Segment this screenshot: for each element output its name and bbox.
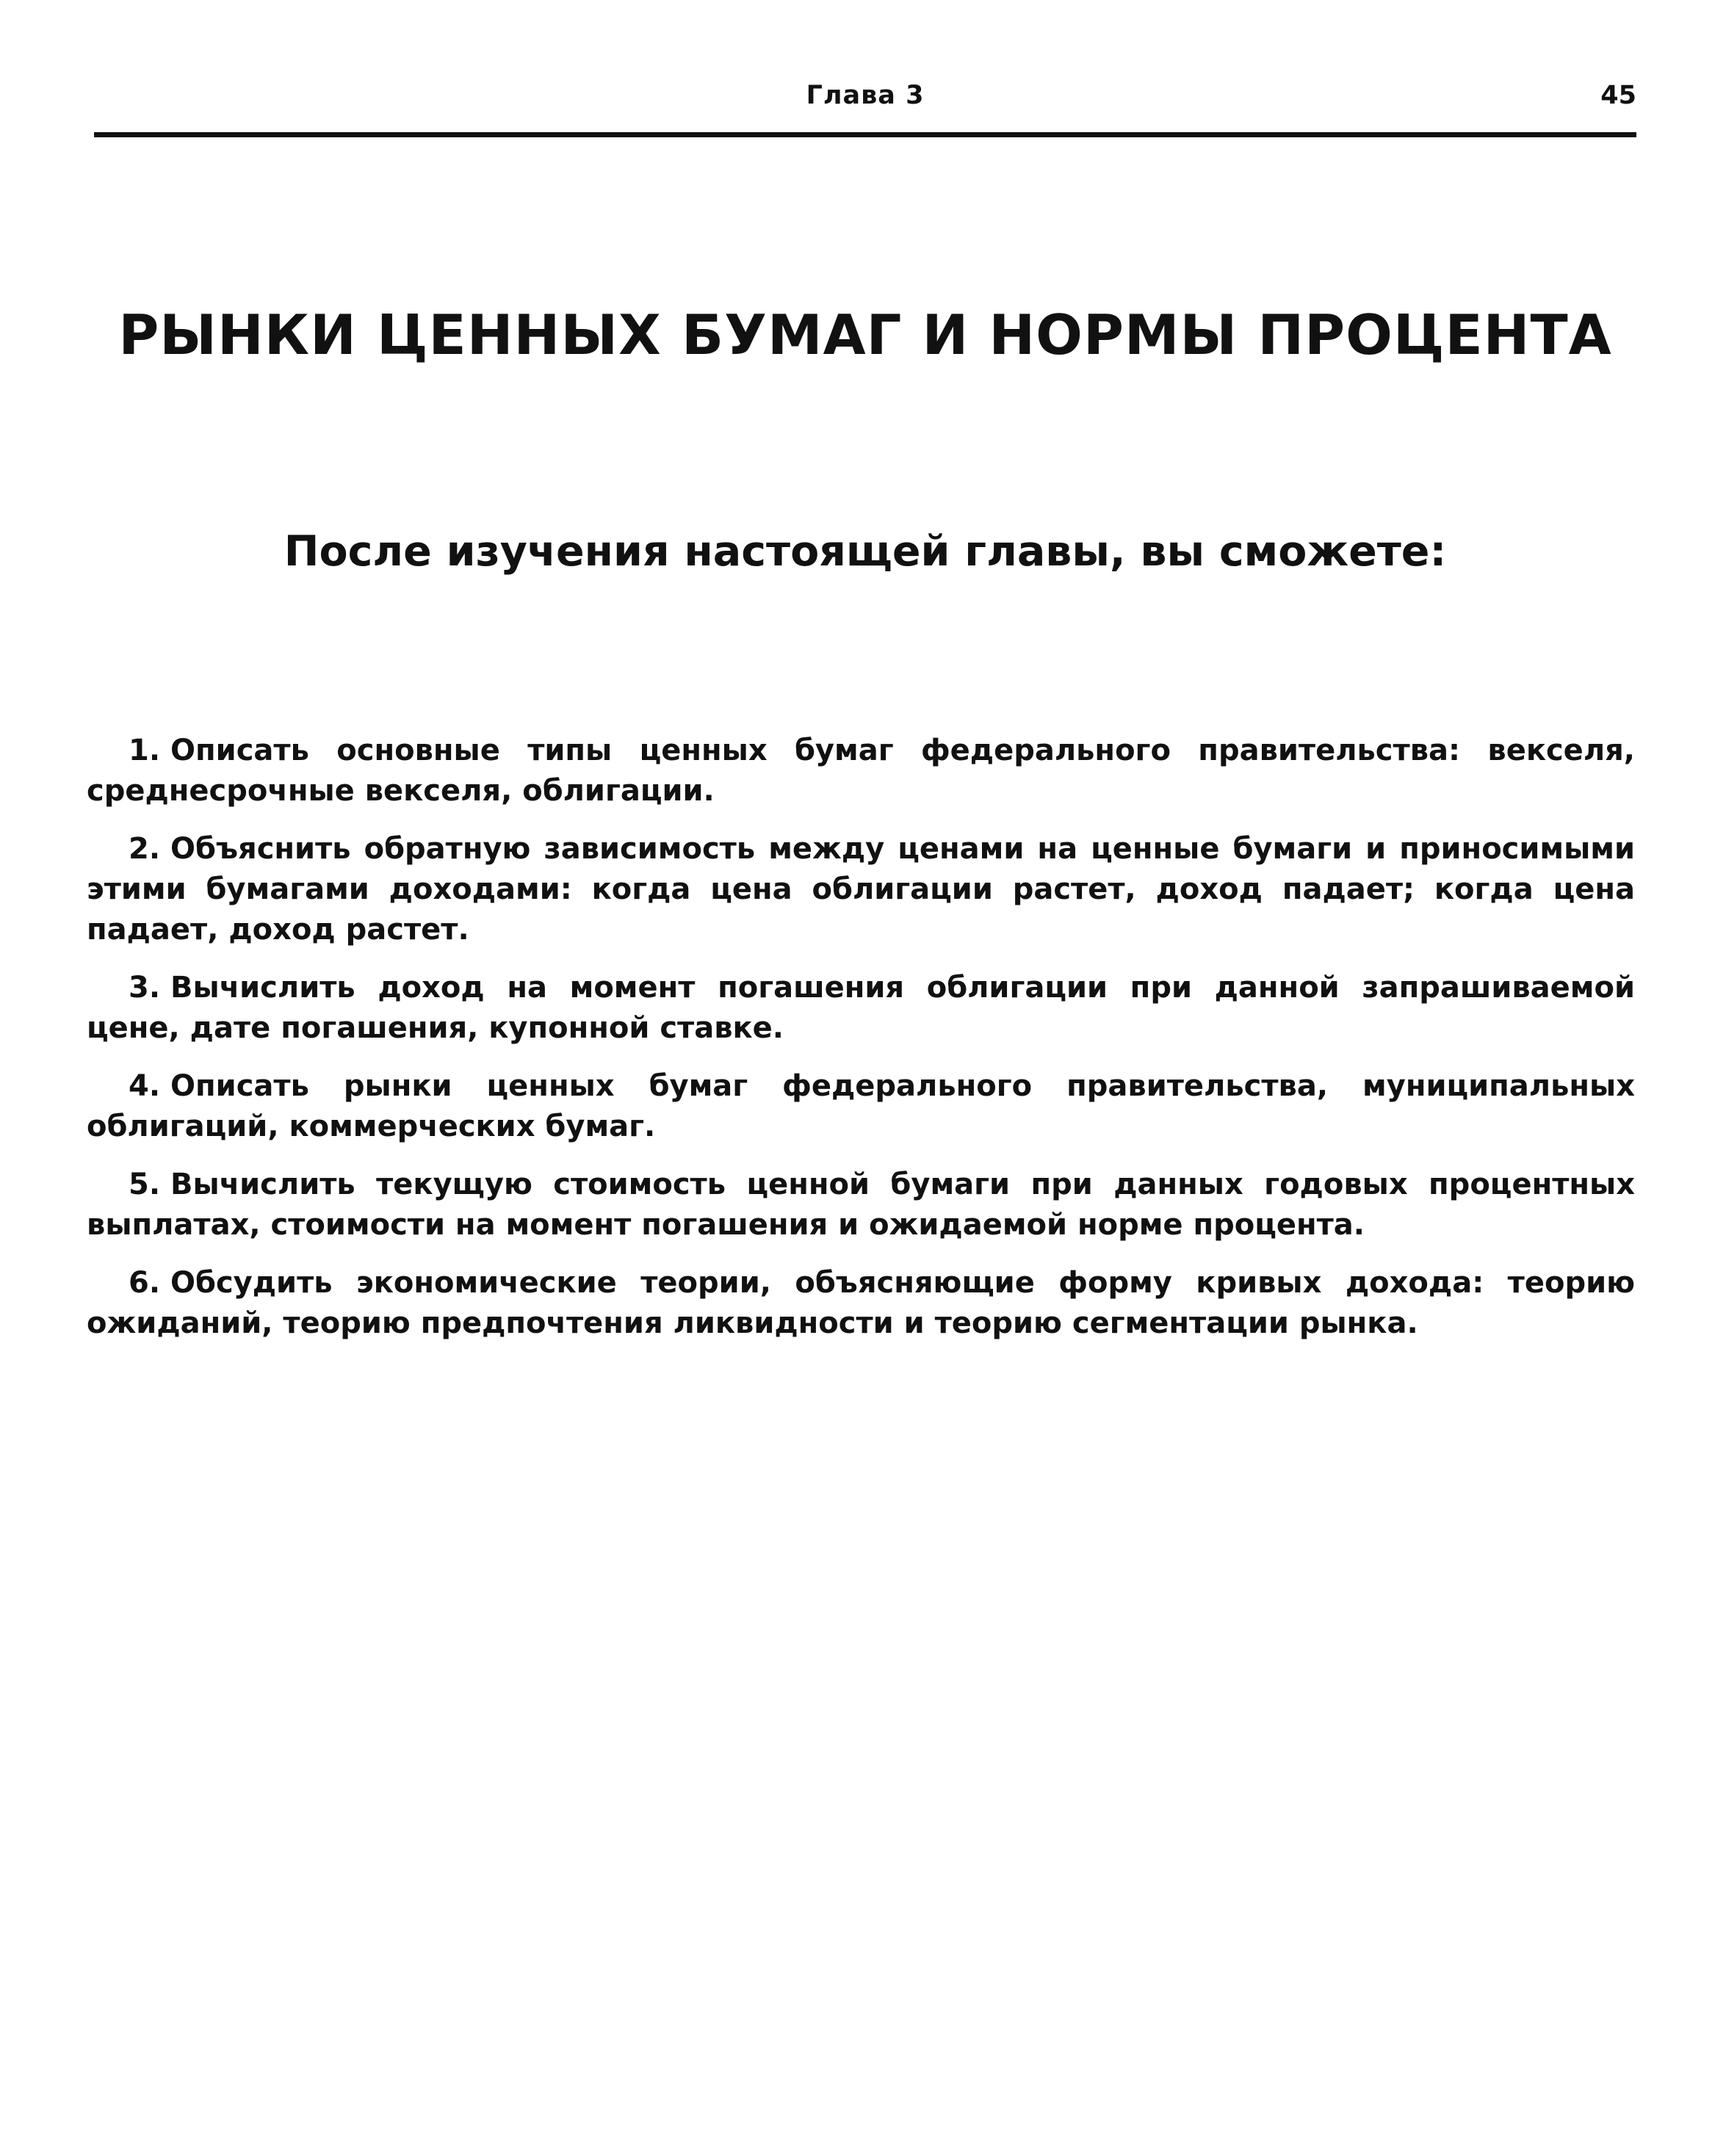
- objective-number: 2.: [129, 832, 161, 866]
- objective-number: 1.: [129, 734, 161, 767]
- objective-item-6: [87, 1263, 1635, 1344]
- header-rule: [94, 132, 1636, 137]
- objective-number: 3.: [129, 971, 161, 1005]
- objective-item-4: [87, 1066, 1635, 1147]
- page-number: 45: [1600, 81, 1636, 110]
- objective-text: Вычислить текущую стоимость ценной бумаги при данных годовых процентных выплатах, стоимости на момент погашения и ожидаемой норме процента.: [87, 1168, 1635, 1242]
- running-head: [94, 81, 1636, 125]
- objective-text: Объяснить обратную зависимость между ценами на ценные бумаги и приносимыми этими бумагами доходами: когда цена облигации растет, доход падает; когда цена падает, доход растет.: [87, 832, 1635, 947]
- objective-number: 4.: [129, 1069, 161, 1103]
- objective-text: Обсудить экономические теории, объясняющие форму кривых дохода: теорию ожиданий, теорию предпочтения ликвидности и теорию сегментации рынка.: [87, 1266, 1635, 1340]
- objective-item-3: [87, 968, 1635, 1049]
- objective-item-1: [87, 731, 1635, 811]
- chapter-label: Глава 3: [806, 81, 925, 110]
- objective-item-5: [87, 1165, 1635, 1245]
- objective-text: Описать рынки ценных бумаг федерального правительства, муниципальных облигаций, коммерческих бумаг.: [87, 1069, 1635, 1143]
- objective-number: 5.: [129, 1168, 161, 1201]
- objective-text: Вычислить доход на момент погашения облигации при данной запрашиваемой цене, дате погашения, купонной ставке.: [87, 971, 1635, 1045]
- objective-number: 6.: [129, 1266, 161, 1300]
- objectives-list: [87, 731, 1635, 1361]
- objectives-heading: После изучения настоящей главы, вы сможете:: [284, 527, 1447, 576]
- objective-text: Описать основные типы ценных бумаг федерального правительства: векселя, среднесрочные векселя, облигации.: [87, 734, 1635, 808]
- objective-item-2: [87, 829, 1635, 950]
- chapter-title: РЫНКИ ЦЕННЫХ БУМАГ И НОРМЫ ПРОЦЕНТА: [118, 303, 1612, 367]
